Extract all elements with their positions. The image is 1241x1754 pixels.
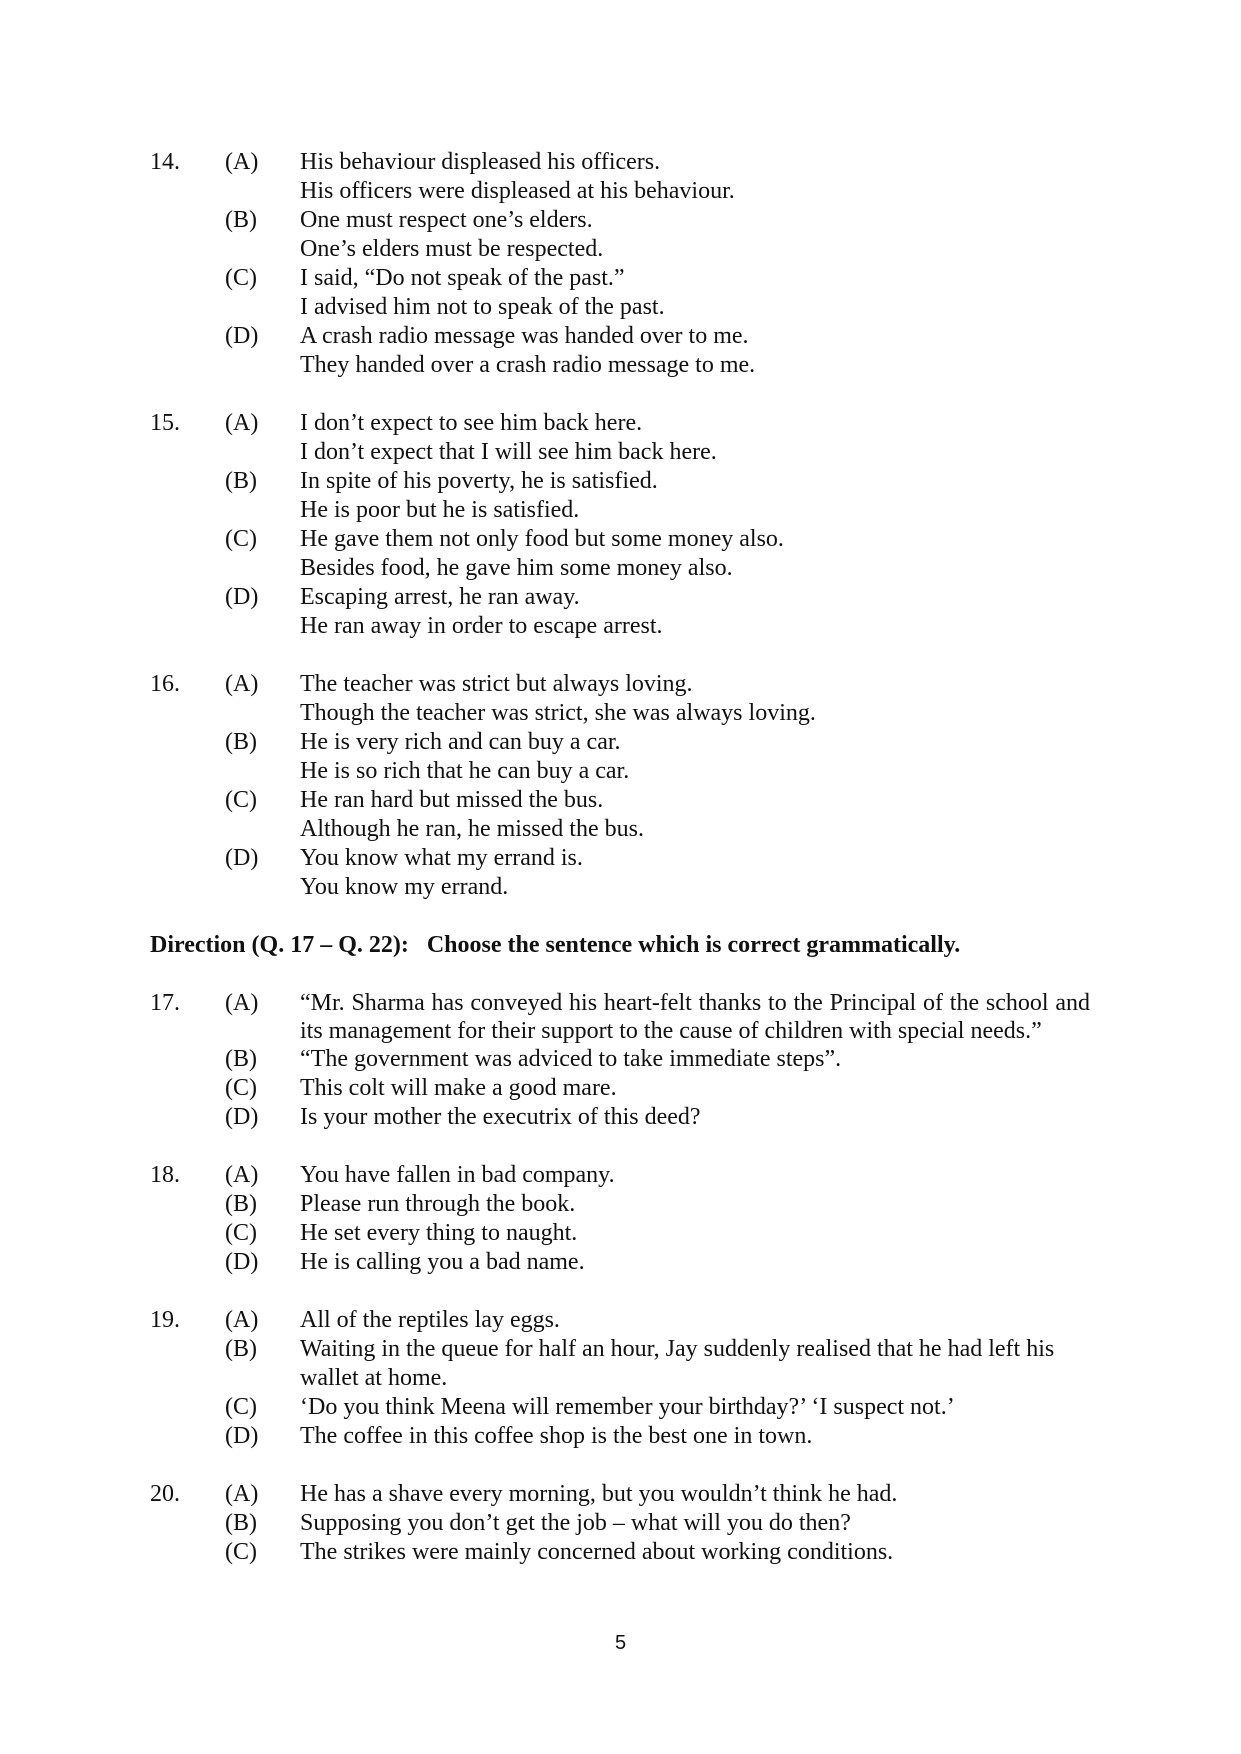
- question-number: 15.: [150, 410, 180, 436]
- option-line: In spite of his poverty, he is satisfied.: [300, 468, 658, 494]
- option-label: (A): [225, 1481, 259, 1507]
- option-line: I said, “Do not speak of the past.”: [300, 265, 625, 291]
- option-list: [225, 1161, 1090, 1277]
- option-line: He set every thing to naught.: [300, 1220, 578, 1246]
- option-label: (A): [225, 990, 259, 1016]
- option-line: Waiting in the queue for half an hour, Jay suddenly realised that he had left his: [300, 1336, 1055, 1362]
- option-line: Although he ran, he missed the bus.: [300, 816, 644, 842]
- question-item: [150, 409, 1090, 641]
- option-line: Besides food, he gave him some money also.: [300, 555, 733, 581]
- option-text: [300, 1538, 1090, 1567]
- option-label: (B): [225, 1046, 257, 1072]
- option-item: [225, 206, 1090, 264]
- option-list: [225, 1306, 1090, 1451]
- option-line: He is very rich and can buy a car.: [300, 729, 621, 755]
- question-group-2: [150, 989, 1090, 1567]
- question-group-1: [150, 148, 1090, 902]
- option-line: A crash radio message was handed over to me.: [300, 323, 749, 349]
- option-item: [225, 467, 1090, 525]
- option-list: [225, 409, 1090, 641]
- option-text: [300, 1190, 1090, 1219]
- option-label: (A): [225, 1162, 259, 1188]
- option-line: The coffee in this coffee shop is the best one in town.: [300, 1423, 813, 1449]
- option-text: [300, 1306, 1090, 1335]
- option-text: [300, 409, 1090, 467]
- option-line: The teacher was strict but always loving.: [300, 671, 693, 697]
- page-content: [150, 148, 1090, 1596]
- question-number: 18.: [150, 1162, 180, 1188]
- option-line: One must respect one’s elders.: [300, 207, 593, 233]
- option-text: [300, 1045, 1090, 1074]
- option-label: (B): [225, 207, 257, 233]
- option-line: I don’t expect that I will see him back here.: [300, 439, 717, 465]
- question-item: [150, 148, 1090, 380]
- option-text: [300, 1393, 1090, 1422]
- option-line: They handed over a crash radio message to me.: [300, 352, 756, 378]
- question-item: [150, 1306, 1090, 1451]
- option-line: You have fallen in bad company.: [300, 1162, 615, 1188]
- option-line: He is calling you a bad name.: [300, 1249, 585, 1275]
- option-item: [225, 322, 1090, 380]
- question-item: [150, 1480, 1090, 1567]
- option-label: (B): [225, 1510, 257, 1536]
- option-text: [300, 206, 1090, 264]
- option-label: (D): [225, 323, 259, 349]
- option-text: [300, 1422, 1090, 1451]
- question-number: 17.: [150, 990, 180, 1016]
- option-line: He has a shave every morning, but you wouldn’t think he had.: [300, 1481, 898, 1507]
- option-line: One’s elders must be respected.: [300, 236, 604, 262]
- option-text: [300, 1480, 1090, 1509]
- option-item: [225, 670, 1090, 728]
- option-item: [225, 1248, 1090, 1277]
- option-label: (C): [225, 265, 257, 291]
- option-label: (C): [225, 1220, 257, 1246]
- option-label: (D): [225, 584, 259, 610]
- option-label: (A): [225, 1307, 259, 1333]
- option-item: [225, 583, 1090, 641]
- option-line: Escaping arrest, he ran away.: [300, 584, 580, 610]
- option-label: (D): [225, 1423, 259, 1449]
- option-item: [225, 1074, 1090, 1103]
- option-line: Supposing you don’t get the job – what will you do then?: [300, 1510, 851, 1536]
- option-label: (D): [225, 1104, 259, 1130]
- option-item: [225, 409, 1090, 467]
- option-line: Is your mother the executrix of this deed?: [300, 1104, 701, 1130]
- question-number: 20.: [150, 1481, 180, 1507]
- option-label: (B): [225, 729, 257, 755]
- option-item: [225, 1219, 1090, 1248]
- option-text: [300, 1248, 1090, 1277]
- option-label: (D): [225, 1249, 259, 1275]
- option-item: [225, 1306, 1090, 1335]
- option-item: [225, 148, 1090, 206]
- option-text: [300, 1161, 1090, 1190]
- option-line: “The government was adviced to take immediate steps”.: [300, 1046, 842, 1072]
- option-item: [225, 844, 1090, 902]
- question-number: 19.: [150, 1307, 180, 1333]
- option-label: (C): [225, 1539, 257, 1565]
- question-number: 16.: [150, 671, 180, 697]
- option-text: [300, 1103, 1090, 1132]
- option-item: [225, 1161, 1090, 1190]
- option-item: [225, 1190, 1090, 1219]
- option-line: All of the reptiles lay eggs.: [300, 1307, 560, 1333]
- option-list: [225, 1480, 1090, 1567]
- option-text: [300, 989, 1090, 1045]
- option-item: [225, 264, 1090, 322]
- option-text: [300, 1335, 1090, 1393]
- option-line: Please run through the book.: [300, 1191, 576, 1217]
- option-line: Though the teacher was strict, she was always loving.: [300, 700, 816, 726]
- option-label: (C): [225, 787, 257, 813]
- option-item: [225, 1509, 1090, 1538]
- direction-heading: [150, 931, 1090, 960]
- direction-lead: Direction (Q. 17 – Q. 22):: [150, 932, 409, 958]
- option-line: He ran hard but missed the bus.: [300, 787, 604, 813]
- option-list: [225, 989, 1090, 1132]
- option-line: He is poor but he is satisfied.: [300, 497, 580, 523]
- page-number: 5: [614, 1632, 627, 1654]
- option-item: [225, 1335, 1090, 1393]
- option-item: [225, 1422, 1090, 1451]
- option-label: (C): [225, 1394, 257, 1420]
- option-line: His officers were displeased at his behaviour.: [300, 178, 735, 204]
- option-list: [225, 670, 1090, 902]
- question-item: [150, 670, 1090, 902]
- option-text: [300, 583, 1090, 641]
- option-line: You know my errand.: [300, 874, 509, 900]
- option-label: (A): [225, 671, 259, 697]
- option-label: (B): [225, 1191, 257, 1217]
- option-label: (B): [225, 1336, 257, 1362]
- option-text: [300, 670, 1090, 728]
- option-line: I advised him not to speak of the past.: [300, 294, 665, 320]
- option-label: (C): [225, 526, 257, 552]
- option-line: He ran away in order to escape arrest.: [300, 613, 663, 639]
- option-item: [225, 728, 1090, 786]
- option-line: ‘Do you think Meena will remember your birthday?’ ‘I suspect not.’: [300, 1394, 955, 1420]
- option-item: [225, 786, 1090, 844]
- option-item: [225, 1538, 1090, 1567]
- option-line: The strikes were mainly concerned about working conditions.: [300, 1539, 894, 1565]
- option-text: [300, 844, 1090, 902]
- option-item: [225, 989, 1090, 1045]
- option-item: [225, 525, 1090, 583]
- option-text: [300, 467, 1090, 525]
- option-line: He gave them not only food but some money also.: [300, 526, 784, 552]
- option-text: [300, 728, 1090, 786]
- option-text: [300, 1074, 1090, 1103]
- option-label: (D): [225, 845, 259, 871]
- option-line: I don’t expect to see him back here.: [300, 410, 643, 436]
- option-text: [300, 525, 1090, 583]
- option-line: wallet at home.: [300, 1365, 448, 1391]
- option-text: [300, 1219, 1090, 1248]
- option-line: This colt will make a good mare.: [300, 1075, 617, 1101]
- option-text: [300, 1509, 1090, 1538]
- option-label: (A): [225, 410, 259, 436]
- option-label: (A): [225, 149, 259, 175]
- option-paragraph: “Mr. Sharma has conveyed his heart-felt thanks to the Principal of the school and its management for their support to the cause of children with special needs.”: [300, 990, 1090, 1044]
- question-number: 14.: [150, 149, 180, 175]
- option-label: (B): [225, 468, 257, 494]
- option-text: [300, 148, 1090, 206]
- question-item: [150, 989, 1090, 1132]
- option-list: [225, 148, 1090, 380]
- option-line: His behaviour displeased his officers.: [300, 149, 661, 175]
- option-text: [300, 322, 1090, 380]
- option-text: [300, 786, 1090, 844]
- option-label: (C): [225, 1075, 257, 1101]
- direction-text: Choose the sentence which is correct grammatically.: [426, 932, 961, 958]
- option-item: [225, 1103, 1090, 1132]
- option-item: [225, 1045, 1090, 1074]
- option-item: [225, 1480, 1090, 1509]
- option-item: [225, 1393, 1090, 1422]
- question-item: [150, 1161, 1090, 1277]
- option-line: You know what my errand is.: [300, 845, 583, 871]
- option-line: He is so rich that he can buy a car.: [300, 758, 630, 784]
- option-text: [300, 264, 1090, 322]
